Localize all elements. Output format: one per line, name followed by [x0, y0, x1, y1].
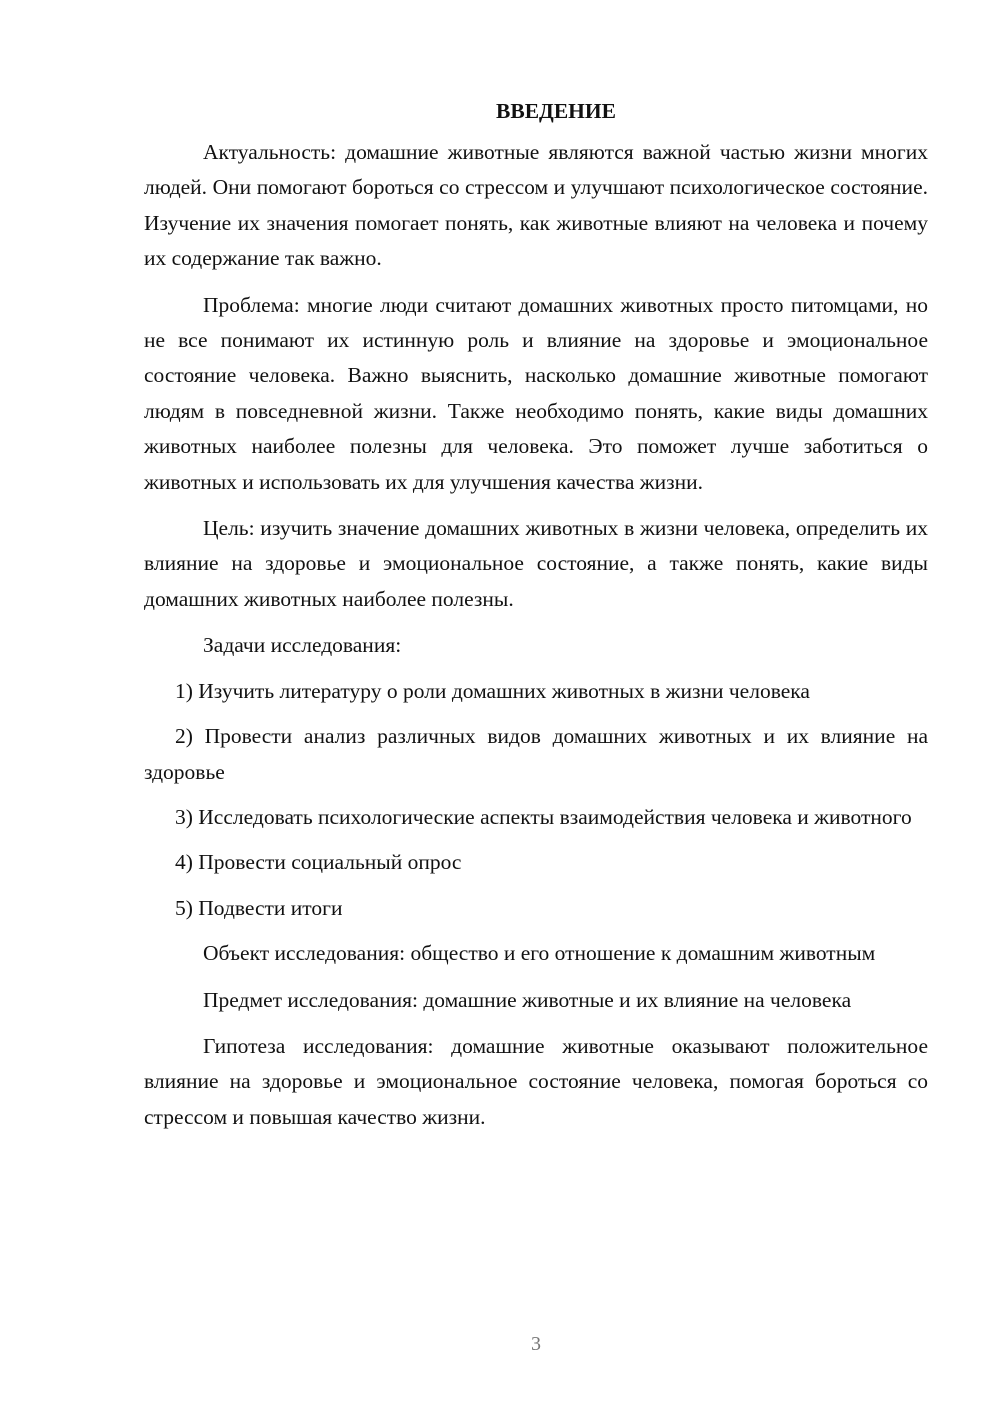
tasks-label: Задачи исследования:: [203, 633, 402, 658]
object-paragraph: Объект исследования: общество и его отношение к домашним животным: [203, 941, 876, 966]
page-number: 3: [531, 1333, 541, 1355]
subject-paragraph: Предмет исследования: домашние животные и их влияние на человека: [203, 987, 852, 1012]
task-item: 3) Исследовать психологические аспекты взаимодействия человека и животного: [175, 804, 912, 829]
task-item: 1) Изучить литературу о роли домашних животных в жизни человека: [175, 678, 810, 703]
goal-paragraph: Цель: изучить значение домашних животных в жизни человека, определить их влияние на здоровье и эмоциональное состояние, а также понять, какие виды домашних животных наиболее полезны.: [144, 516, 928, 611]
task-item: 5) Подвести итоги: [175, 895, 343, 920]
problem-paragraph: Проблема: многие люди считают домашних животных просто питомцами, но не все понимают их истинную роль и влияние на здоровье и эмоциональное состояние человека. Важно выяснить, насколько домашние животные помогают людям в повседневной жизни. Также необходимо понять, какие виды домашних животных наиболее полезны для человека. Это поможет лучше заботиться о животных и использовать их для улучшения качества жизни.: [144, 292, 928, 494]
task-item: 4) Провести социальный опрос: [175, 850, 462, 875]
page-content: [144, 96, 928, 1146]
task-item: 2) Провести анализ различных видов домашних животных и их влияние на здоровье: [144, 724, 928, 784]
section-heading: ВВЕДЕНИЕ: [496, 99, 616, 123]
hypothesis-paragraph: Гипотеза исследования: домашние животные оказывают положительное влияние на здоровье и эмоциональное состояние человека, помогая бороться со стрессом и повышая качество жизни.: [144, 1033, 928, 1129]
relevance-paragraph: Актуальность: домашние животные являются важной частью жизни многих людей. Они помогают бороться со стрессом и улучшают психологическое состояние. Изучение их значения помогает понять, как животные влияют на человека и почему их содержание так важно.: [144, 140, 928, 271]
